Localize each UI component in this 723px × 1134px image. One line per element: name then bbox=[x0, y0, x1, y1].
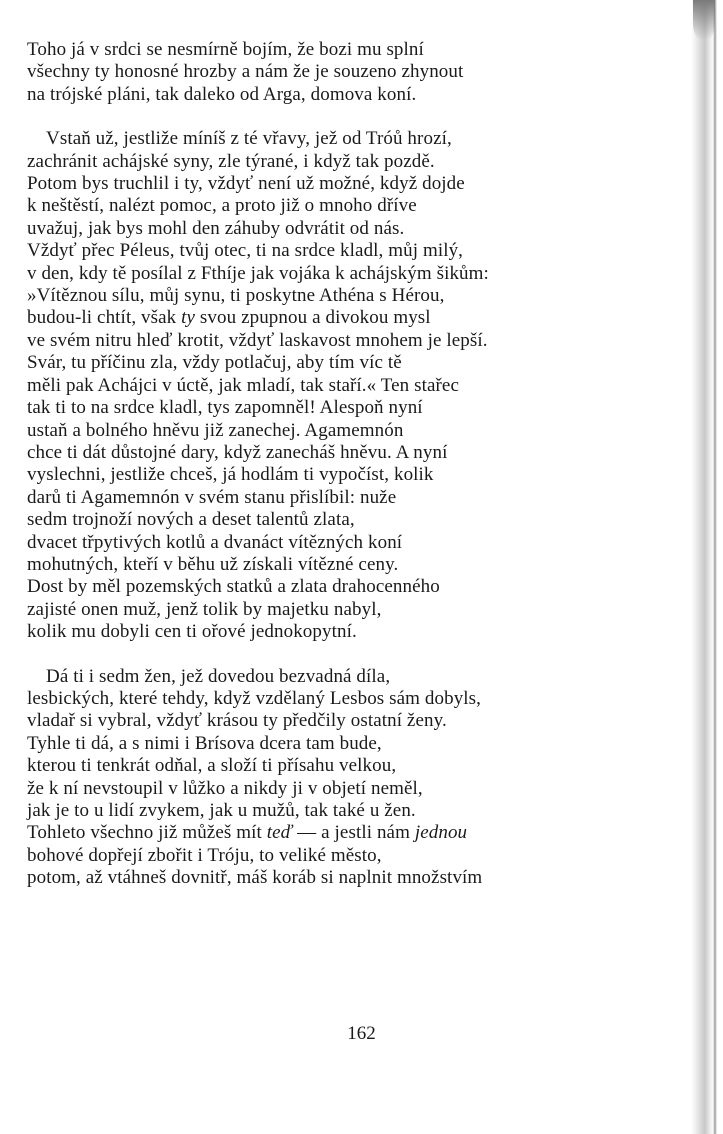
verse-line: na trójské pláni, tak daleko od Arga, domova koní. bbox=[27, 83, 417, 105]
verse-line: sedm trojnoží nových a deset talentů zlata, bbox=[27, 509, 355, 531]
verse-line: že k ní nevstoupil v lůžko a nikdy ji v objetí neměl, bbox=[27, 777, 423, 799]
stanza-2 bbox=[27, 128, 627, 643]
verse-line: Dá ti i sedm žen, jež dovedou bezvadná díla, bbox=[46, 665, 391, 687]
page-number: 162 bbox=[347, 1023, 376, 1044]
verse-line: uvažuj, jak bys mohl den záhuby odvrátit od nás. bbox=[27, 217, 405, 239]
emphasis: teď bbox=[266, 822, 293, 844]
stanza-1 bbox=[27, 39, 627, 106]
verse-line: vladař si vybral, vždyť krásou ty předčily ostatní ženy. bbox=[27, 710, 447, 732]
verse-line: kolik mu dobyli cen ti ořové jednokopytní. bbox=[27, 621, 357, 643]
book-spine-top-shadow bbox=[693, 0, 715, 40]
emphasis: jednou bbox=[414, 822, 468, 844]
verse-line: budou-li chtít, však ty svou zpupnou a divokou mysl bbox=[27, 307, 431, 329]
verse-line: měli pak Achájci v úctě, jak mladí, tak staří.« Ten stařec bbox=[27, 374, 460, 396]
verse-line: Vždyť přec Péleus, tvůj otec, ti na srdce kladl, můj milý, bbox=[27, 240, 464, 262]
verse-line: darů ti Agamemnón v svém stanu přislíbil: nuže bbox=[27, 486, 397, 508]
verse-line: Vstaň už, jestliže míníš z té vřavy, jež od Tróů hrozí, bbox=[46, 128, 452, 150]
verse-line: Toho já v srdci se nesmírně bojím, že bozi mu splní bbox=[27, 39, 424, 60]
verse-line: Tyhle ti dá, a s nimi i Brísova dcera tam bude, bbox=[27, 732, 382, 754]
verse-line: všechny ty honosné hrozby a nám že je souzeno zhynout bbox=[27, 61, 464, 83]
verse-line: zajisté onen muž, jenž tolik by majetku nabyl, bbox=[27, 598, 382, 620]
verse-line: dvacet třpytivých kotlů a dvanáct vítězných koní bbox=[27, 531, 403, 553]
verse-line: Tohleto všechno již můžeš mít teď — a jestli nám jednou bbox=[27, 822, 468, 844]
verse-line: Svár, tu příčinu zla, vždy potlačuj, aby tím víc tě bbox=[27, 352, 402, 374]
book-spine-shadow bbox=[691, 0, 723, 1134]
verse-line: chce ti dát důstojné dary, když zanecháš hněvu. A nyní bbox=[27, 441, 448, 463]
verse-line: »Vítěznou sílu, můj synu, ti poskytne Athéna s Hérou, bbox=[27, 285, 445, 307]
verse-line: potom, až vtáhneš dovnitř, máš koráb si naplnit množstvím bbox=[27, 867, 483, 889]
verse-line: vyslechni, jestliže chceš, já hodlám ti vypočíst, kolik bbox=[27, 464, 434, 486]
stanza-3 bbox=[27, 666, 627, 890]
verse-line: jak je to u lidí zvykem, jak u mužů, tak také u žen. bbox=[27, 800, 416, 821]
verse-line: bohové dopřejí zbořit i Tróju, to veliké město, bbox=[27, 844, 382, 866]
verse-line: Dost by měl pozemských statků a zlata drahocenného bbox=[27, 576, 440, 598]
verse-line: k neštěstí, nalézt pomoc, a proto již o mnoho dříve bbox=[27, 195, 417, 217]
poem-text bbox=[27, 39, 627, 890]
verse-line: ustaň a bolného hněvu již zanechej. Agamemnón bbox=[27, 419, 404, 441]
verse-line: Potom bys truchlil i ty, vždyť není už možné, když dojde bbox=[27, 173, 465, 195]
verse-line: v den, kdy tě posílal z Fthíje jak vojáka k achájským šikům: bbox=[27, 262, 489, 284]
verse-line: zachránit achájské syny, zle týrané, i když tak pozdě. bbox=[27, 150, 435, 172]
verse-line: mohutných, kteří v běhu už získali vítězné ceny. bbox=[27, 553, 399, 575]
verse-line: ve svém nitru hleď krotit, vždyť laskavost mnohem je lepší. bbox=[27, 329, 488, 351]
emphasis: ty bbox=[181, 307, 196, 329]
verse-line: lesbických, které tehdy, když vzdělaný Lesbos sám dobyls, bbox=[27, 687, 482, 709]
verse-line: kterou ti tenkrát odňal, a složí ti přísahu velkou, bbox=[27, 755, 397, 777]
verse-line: tak ti to na srdce kladl, tys zapomněl! Alespoň nyní bbox=[27, 397, 423, 419]
